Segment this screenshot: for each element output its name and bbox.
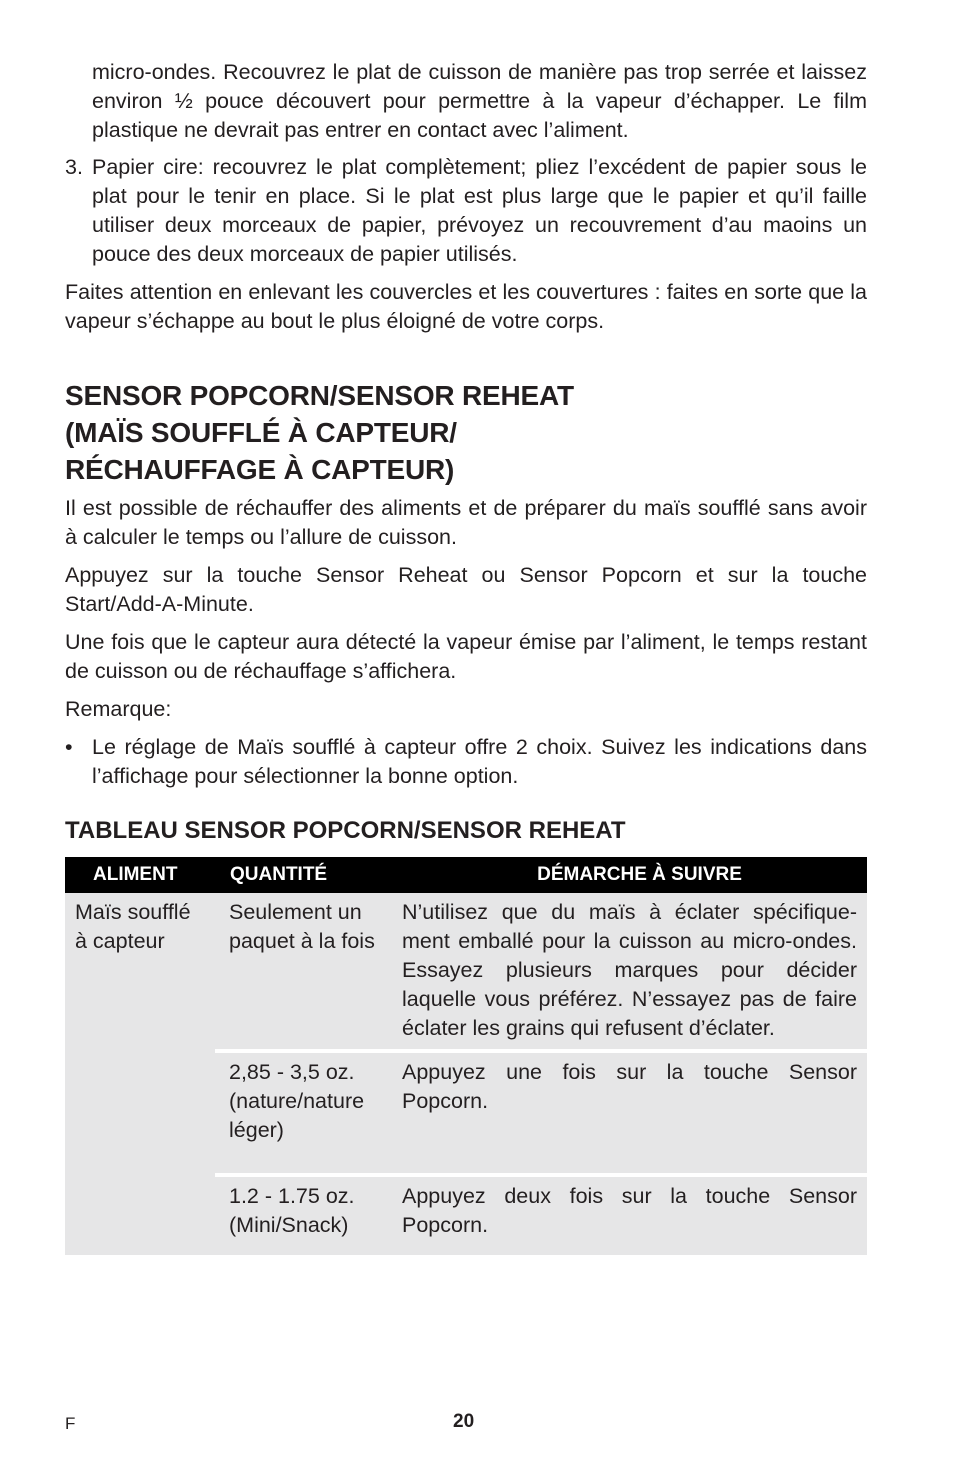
quantity-cell: Seulement un paquet à la fois [215,893,392,1049]
instruction-paragraph: Appuyez sur la touche Sensor Reheat ou Sensor Popcorn et sur la touche Start/Add-A-Minute. [65,563,867,616]
header-quantity: QUANTITÉ [215,857,392,893]
quantity-cell: 2,85 - 3,5 oz. (nature/nature léger) [215,1049,392,1173]
item-number: 3. [65,155,83,179]
procedure-cell: N’utilisez que du maïs à éclater spécifique-ment emballé pour la cuisson au micro-ondes. Essayez plusieurs marques pour décider laquelle vous préférez. N’essayez pas de faire éclater les grains qui refusent d’éclater. [392,893,867,1049]
sensor-paragraph: Une fois que le capteur aura détecté la vapeur émise par l’aliment, le temps restant de cuisson ou de réchauffage s’affichera. [65,630,867,683]
numbered-item-3 [65,153,867,269]
section-title-line-3: RÉCHAUFFAGE À CAPTEUR) [65,454,455,485]
popcorn-table [65,857,867,1255]
continued-paragraph: micro-ondes. Recouvrez le plat de cuisson de manière pas trop serrée et laissez environ ½ pouce découvert pour permettre à la vapeur d’échapper. Le film plastique ne devrait pas entrer en contact avec l’aliment. [92,60,867,142]
food-cell: Maïs soufflé à capteur [65,893,215,1255]
table-header-row [65,857,867,893]
item-3-text: Papier cire: recouvrez le plat complètement; pliez l’excédent de papier sous le plat pour le tenir en place. Si le plat est plus large que le papier et qu’il faille utiliser deux morceaux de papier, prévoyez un recouvrement d’au maoins un pouce des deux morceaux de papier utilisés. [92,155,867,266]
bullet-item [65,733,867,791]
section-title-line-1: SENSOR POPCORN/SENSOR REHEAT [65,380,574,411]
procedure-cell: Appuyez deux fois sur la touche Sensor Popcorn. [392,1173,867,1255]
intro-paragraph: Il est possible de réchauffer des aliments et de préparer du maïs soufflé sans avoir à calculer le temps ou l’allure de cuisson. [65,496,867,549]
table-heading: TABLEAU SENSOR POPCORN/SENSOR REHEAT [65,817,626,844]
quantity-cell: 1.2 - 1.75 oz. (Mini/Snack) [215,1173,392,1255]
note-label: Remarque: [65,697,172,721]
header-food: ALIMENT [65,857,215,893]
bullet-text: Le réglage de Maïs soufflé à capteur offre 2 choix. Suivez les indications dans l’affichage pour sélectionner la bonne option. [92,735,867,788]
caution-paragraph: Faites attention en enlevant les couvercles et les couvertures : faites en sorte que la vapeur s’échappe au bout le plus éloigné de votre corps. [65,280,867,333]
footer-language: F [65,1414,76,1433]
page-content [65,58,867,1255]
bullet-dot: • [65,735,73,759]
section-title [65,377,867,488]
procedure-cell: Appuyez une fois sur la touche Sensor Popcorn. [392,1049,867,1173]
table-row [65,893,867,1049]
section-title-line-2: (MAÏS SOUFFLÉ À CAPTEUR/ [65,417,457,448]
header-procedure: DÉMARCHE À SUIVRE [392,857,867,893]
page-number: 20 [453,1411,475,1432]
